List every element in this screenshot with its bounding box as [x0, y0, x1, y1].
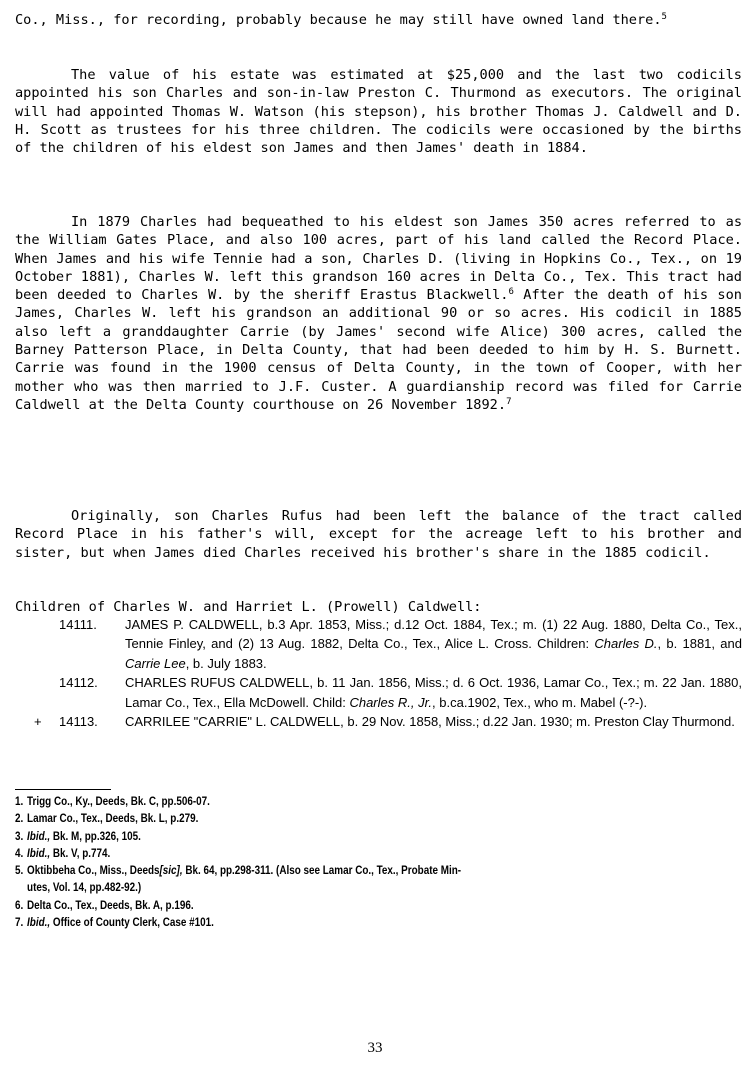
footnote: 7. Ibid., Office of County Clerk, Case #101. [15, 917, 214, 930]
footnote-ref[interactable]: 6 [508, 287, 514, 298]
child-entry [15, 615, 742, 673]
footnote: 1. Trigg Co., Ky., Deeds, Bk. C, pp.506-07. [15, 796, 210, 808]
entry-number: 14111. [59, 617, 97, 632]
footnotes [15, 794, 634, 932]
paragraph-text: Co., Miss., for recording, probably because he may still have owned land there. [15, 12, 662, 28]
footnote-ref[interactable]: 5 [661, 12, 667, 22]
entry-text: CHARLES RUFUS CALDWELL, b. 11 Jan. 1856, Miss.; d. 6 Oct. 1936, Lamar Co., Tex.; m. 22 Jan. 1880, Lamar Co., Tex., Ella McDowell. Child: Charles R., Jr., b.ca.1902, Tex., who m. Mabel (-?-). [125, 675, 742, 710]
footnote: 2. Lamar Co., Tex., Deeds, Bk. L, p.279. [15, 813, 199, 826]
children-list [15, 615, 742, 731]
footnote: 5. Oktibbeha Co., Miss., Deeds[sic], Bk. 64, pp.298-311. (Also see Lamar Co., Tex., Probate Min- utes, Vol. 14, pp.482-92.) [15, 865, 462, 895]
footnote: 6. Delta Co., Tex., Deeds, Bk. A, p.196. [15, 899, 194, 912]
child-entry [15, 712, 742, 731]
child-entry [15, 673, 742, 712]
paragraph-text: After the death of his son James, Charles W. left his grandson an additional 90 or so acres. His codicil in 1885 also left a granddaughter Carrie (by James' second wife Alice) 300 acres, called the Barney Patterson Place, in Delta County, that had been deeded to him by H. S. Burnett. Carrie was found in the 1900 census of Delta County, in the town of Cooper, with her mother who was then married to J.F. Custer. A guardianship record was filed for Carrie Caldwell at the Delta County courthouse on 26 November 1892. [15, 287, 742, 413]
paragraph-text: In 1879 Charles had bequeathed to his eldest son James 350 acres referred to as the William Gates Place, and also 100 acres, part of his land called the Record Place. When James and his wife Tennie had a son, Charles D. (living in Hopkins Co., Tex., on 19 October 1881), Charles W. left this grandson 160 acres in Delta Co., Tex. This tract had been deeded to Charles W. by the sheriff Erastus Blackwell. [15, 214, 742, 304]
children-heading: Children of Charles W. and Harriet L. (Prowell) Caldwell: [15, 599, 482, 615]
entry-text: CARRILEE "CARRIE" L. CALDWELL, b. 29 Nov. 1858, Miss.; d.22 Jan. 1930; m. Preston Clay Thurmond. [125, 714, 735, 730]
paragraph-charles-rufus: Originally, son Charles Rufus had been left the balance of the tract called Record Place in his father's will, except for the acreage left to his brother and sister, but when James died Charles received his brother's share in the 1885 codicil. [15, 508, 742, 561]
footnote: 3. Ibid., Bk. M, pp.326, 105. [15, 830, 141, 843]
footnote: 4. Ibid., Bk. V, p.774. [15, 847, 111, 860]
entry-number: 14112. [59, 675, 98, 691]
footnote-ref[interactable]: 7 [506, 396, 512, 407]
paragraph-estate-value: The value of his estate was estimated at $25,000 and the last two codicils appointed his son Charles and son-in-law Preston C. Thurmond as executors. The original will had appointed Thomas W. Watson (his stepson), his brother Thomas J. Caldwell and D. H. Scott as trustees for his three children. The codicils were occasioned by the births of the children of his eldest son James and then James' death in 1884. [15, 67, 742, 157]
paragraph-continuation [15, 11, 742, 29]
footnote-divider [15, 789, 111, 790]
descendant-marker: + [34, 714, 42, 730]
entry-text: JAMES P. CALDWELL, b.3 Apr. 1853, Miss.; d.12 Oct. 1884, Tex.; m. (1) 22 Aug. 1880, Delta Co., Tex., Tennie Finley, and (2) 13 Aug. 1882, Delta Co., Tex., Alice L. Cross. Children: Charles D., b. 1881, and Carrie Lee, b. July 1883. [125, 617, 742, 671]
paragraph-bequests [15, 213, 742, 414]
entry-number: 14113. [59, 714, 98, 730]
page-number: 33 [367, 1040, 383, 1056]
